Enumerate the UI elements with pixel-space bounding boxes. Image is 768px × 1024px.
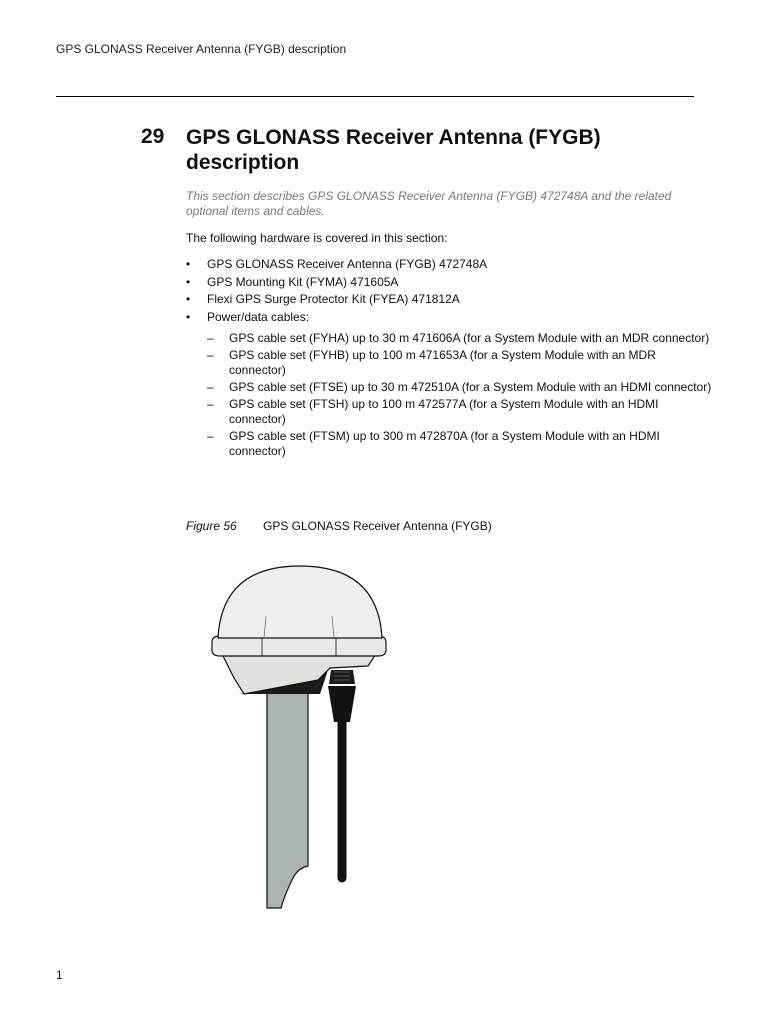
running-header: GPS GLONASS Receiver Antenna (FYGB) description xyxy=(56,42,347,56)
connector-boot xyxy=(328,686,356,722)
list-item: • GPS GLONASS Receiver Antenna (FYGB) 472748A xyxy=(186,256,706,274)
header-divider xyxy=(56,96,694,97)
radome-dome xyxy=(218,566,382,638)
cable-item: – GPS cable set (FTSM) up to 300 m 472870A (for a System Module with an HDMI connector) xyxy=(207,429,713,459)
lead-paragraph: The following hardware is covered in this section: xyxy=(186,231,448,245)
list-item: • GPS Mounting Kit (FYMA) 471605A xyxy=(186,274,706,292)
intro-paragraph: This section describes GPS GLONASS Receiver Antenna (FYGB) 472748A and the related optional items and cables. xyxy=(186,189,672,218)
list-item: • Power/data cables: – GPS cable set (FYHA) up to 30 m 471606A (for a System Module with an MDR connector) – GPS cable set (FYHB) up to 100 m 471653A (for a System Module with an MDR connector) – GPS cable set (FTSE) up to 30 m 472510A (for a System Module with an HDMI connector) – GPS cable set (FTSH) up to 100 m 472577A (for a System Module with an HDMI connector) – GPS cable set (FTSM) up to 300 m 472870A (for a System Module with an HDMI connector) xyxy=(186,309,706,460)
gps-antenna-illustration xyxy=(200,558,400,918)
list-item: • Flexi GPS Surge Protector Kit (FYEA) 471812A xyxy=(186,291,706,309)
antenna-icon xyxy=(200,558,400,918)
hardware-list xyxy=(186,256,712,459)
figure-title: GPS GLONASS Receiver Antenna (FYGB) xyxy=(263,519,492,533)
figure-label: Figure 56 xyxy=(186,519,237,533)
cable-item: – GPS cable set (FTSE) up to 30 m 472510A (for a System Module with an HDMI connector) xyxy=(207,380,713,395)
cable-list xyxy=(207,331,712,459)
radome-ring xyxy=(212,636,386,656)
page-number: 1 xyxy=(56,968,63,982)
cable-item: – GPS cable set (FTSH) up to 100 m 472577A (for a System Module with an HDMI connector) xyxy=(207,397,713,427)
cable-item: – GPS cable set (FYHB) up to 100 m 471653A (for a System Module with an MDR connector) xyxy=(207,348,713,378)
section-body xyxy=(186,189,712,461)
chapter-title: GPS GLONASS Receiver Antenna (FYGB) description xyxy=(186,126,601,174)
chapter-number: 29 xyxy=(141,125,165,148)
mast-pole xyxy=(267,690,308,908)
cable-item: – GPS cable set (FYHA) up to 30 m 471606A (for a System Module with an MDR connector) xyxy=(207,331,713,346)
figure-caption xyxy=(186,519,492,533)
